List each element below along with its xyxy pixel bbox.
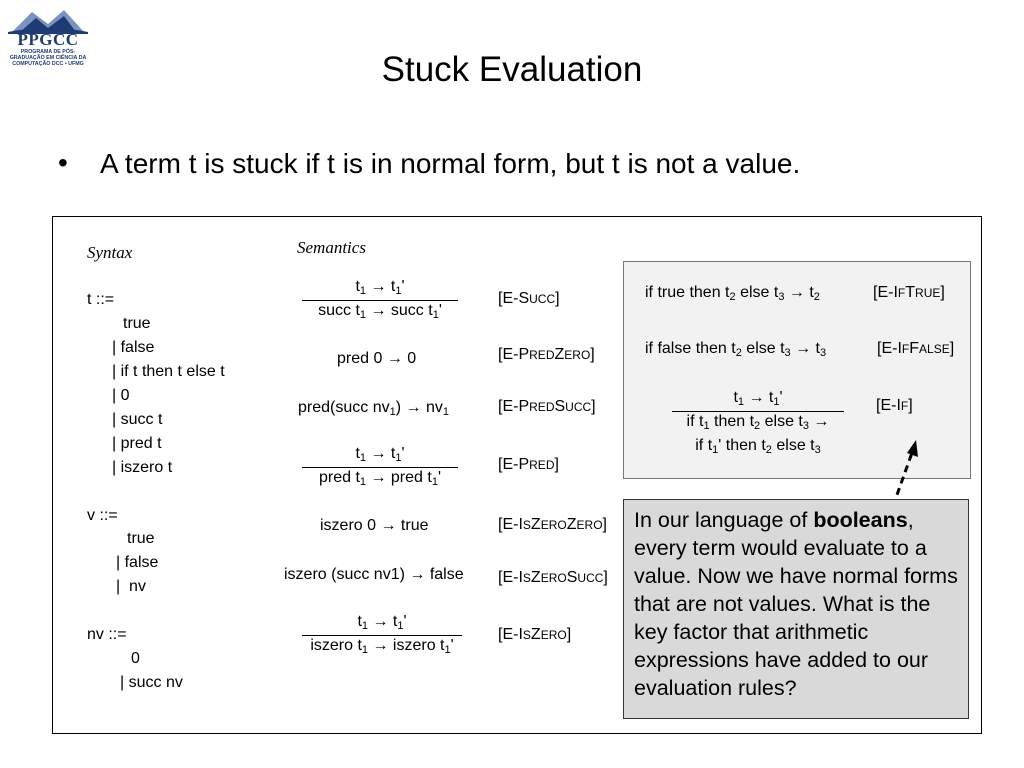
rule-e-predzero: pred 0 → 0 <box>337 350 417 367</box>
syntax-alt: | false <box>116 554 159 571</box>
syntax-heading: Syntax <box>87 243 133 262</box>
bullet-marker: • <box>58 147 68 178</box>
rule-name: [E-ISZERO] <box>498 626 572 643</box>
rule-e-predsucc: pred(succ $nv_1) \to nv_1$ <box>298 399 449 418</box>
logo-subtitle: PROGRAMA DE PÓS-GRADUAÇÃO EM CIÊNCIA DA COMPUTAÇÃO DCC • UFMG <box>9 49 87 67</box>
rule-name: [E-ISZEROZERO] <box>498 516 607 533</box>
rule-name: [E-IFFALSE] <box>877 340 955 357</box>
rule-name-label: E-IFTRUE <box>877 284 941 301</box>
syntax-alt: | iszero t <box>112 459 173 476</box>
rule-name: [E-IFTRUE] <box>873 284 945 301</box>
rule-name: [E-PREDSUCC] <box>498 398 596 415</box>
syntax-alt: | 0 <box>112 387 130 404</box>
rule-e-iftrue: if true then $t_2$ else $t_3 \to t_2$ <box>645 284 820 303</box>
nv-definition: nv ::= <box>87 626 127 643</box>
rule-name-label: E-ISZERO <box>502 626 567 643</box>
rule-name-label: E-SUCC <box>502 290 556 307</box>
rule-name: [E-SUCC] <box>498 290 560 307</box>
rule-name-label: E-IFFALSE <box>881 340 950 357</box>
rule-name-label: E-ISZEROZERO <box>502 516 603 533</box>
note-text: , every term would evaluate to a value. Now we have normal forms that are not values. What is the key factor that arithmetic expressions have added to our evaluation rules? <box>634 508 958 700</box>
rule-name-label: E-PREDZERO <box>502 346 591 363</box>
rule-name-label: E-IF <box>880 397 909 414</box>
syntax-alt: | succ t <box>112 411 163 428</box>
syntax-alt: | if t then t else t <box>112 363 225 380</box>
rule-e-iszerosucc: iszero (succ nv1) → false <box>284 566 464 583</box>
syntax-alt: true <box>123 315 151 332</box>
syntax-alt: | pred t <box>112 435 162 452</box>
logo-name: PPGCC <box>17 30 79 49</box>
semantics-heading: Semantics <box>297 238 366 257</box>
rule-e-if: $t_1 \to t_1'$ if $t_1$ then $t_2$ else $t_3$ → if $t_1'$ then $t_2$ else $t_3$ <box>670 389 846 465</box>
rule-name: [E-PREDZERO] <box>498 346 595 363</box>
slide-title: Stuck Evaluation <box>381 50 643 89</box>
rule-e-pred: $t_1 \to t_1'$ pred $t_1$ → pred $t_1'$ <box>300 445 460 491</box>
syntax-alt: | nv <box>116 578 146 595</box>
rule-e-iszerozero: iszero 0 → true <box>320 517 429 534</box>
rule-name: [E-PRED] <box>498 456 559 473</box>
rule-e-iffalse: if false then $t_2$ else $t_3 \to t_3$ <box>645 340 827 359</box>
bullet-text: A term t is stuck if t is in normal form, but t is not a value. <box>100 148 801 179</box>
rule-e-succ: $t_1 \to t_1'$ succ $t_1$ → succ $t_1'$ <box>300 278 460 324</box>
rule-name-label: E-ISZEROSUCC <box>502 569 604 586</box>
rule-name-label: E-PREDSUCC <box>502 398 592 415</box>
rule-name-label: E-PRED <box>502 456 555 473</box>
syntax-alt: true <box>127 530 155 547</box>
rule-name: [E-IF] <box>876 397 913 414</box>
note-text: In our language of <box>634 508 814 532</box>
syntax-alt: 0 <box>131 650 140 667</box>
syntax-alt: | succ nv <box>120 674 183 691</box>
note-bold-text: booleans <box>813 508 908 532</box>
syntax-alt: | false <box>112 339 155 356</box>
note-box <box>623 499 969 719</box>
rule-name: [E-ISZEROSUCC] <box>498 569 608 586</box>
rule-e-iszero: $t_1 \to t_1'$ iszero $t_1$ → iszero $t_1'$ <box>300 613 464 659</box>
t-definition: t ::= <box>87 291 115 308</box>
v-definition: v ::= <box>87 507 118 524</box>
